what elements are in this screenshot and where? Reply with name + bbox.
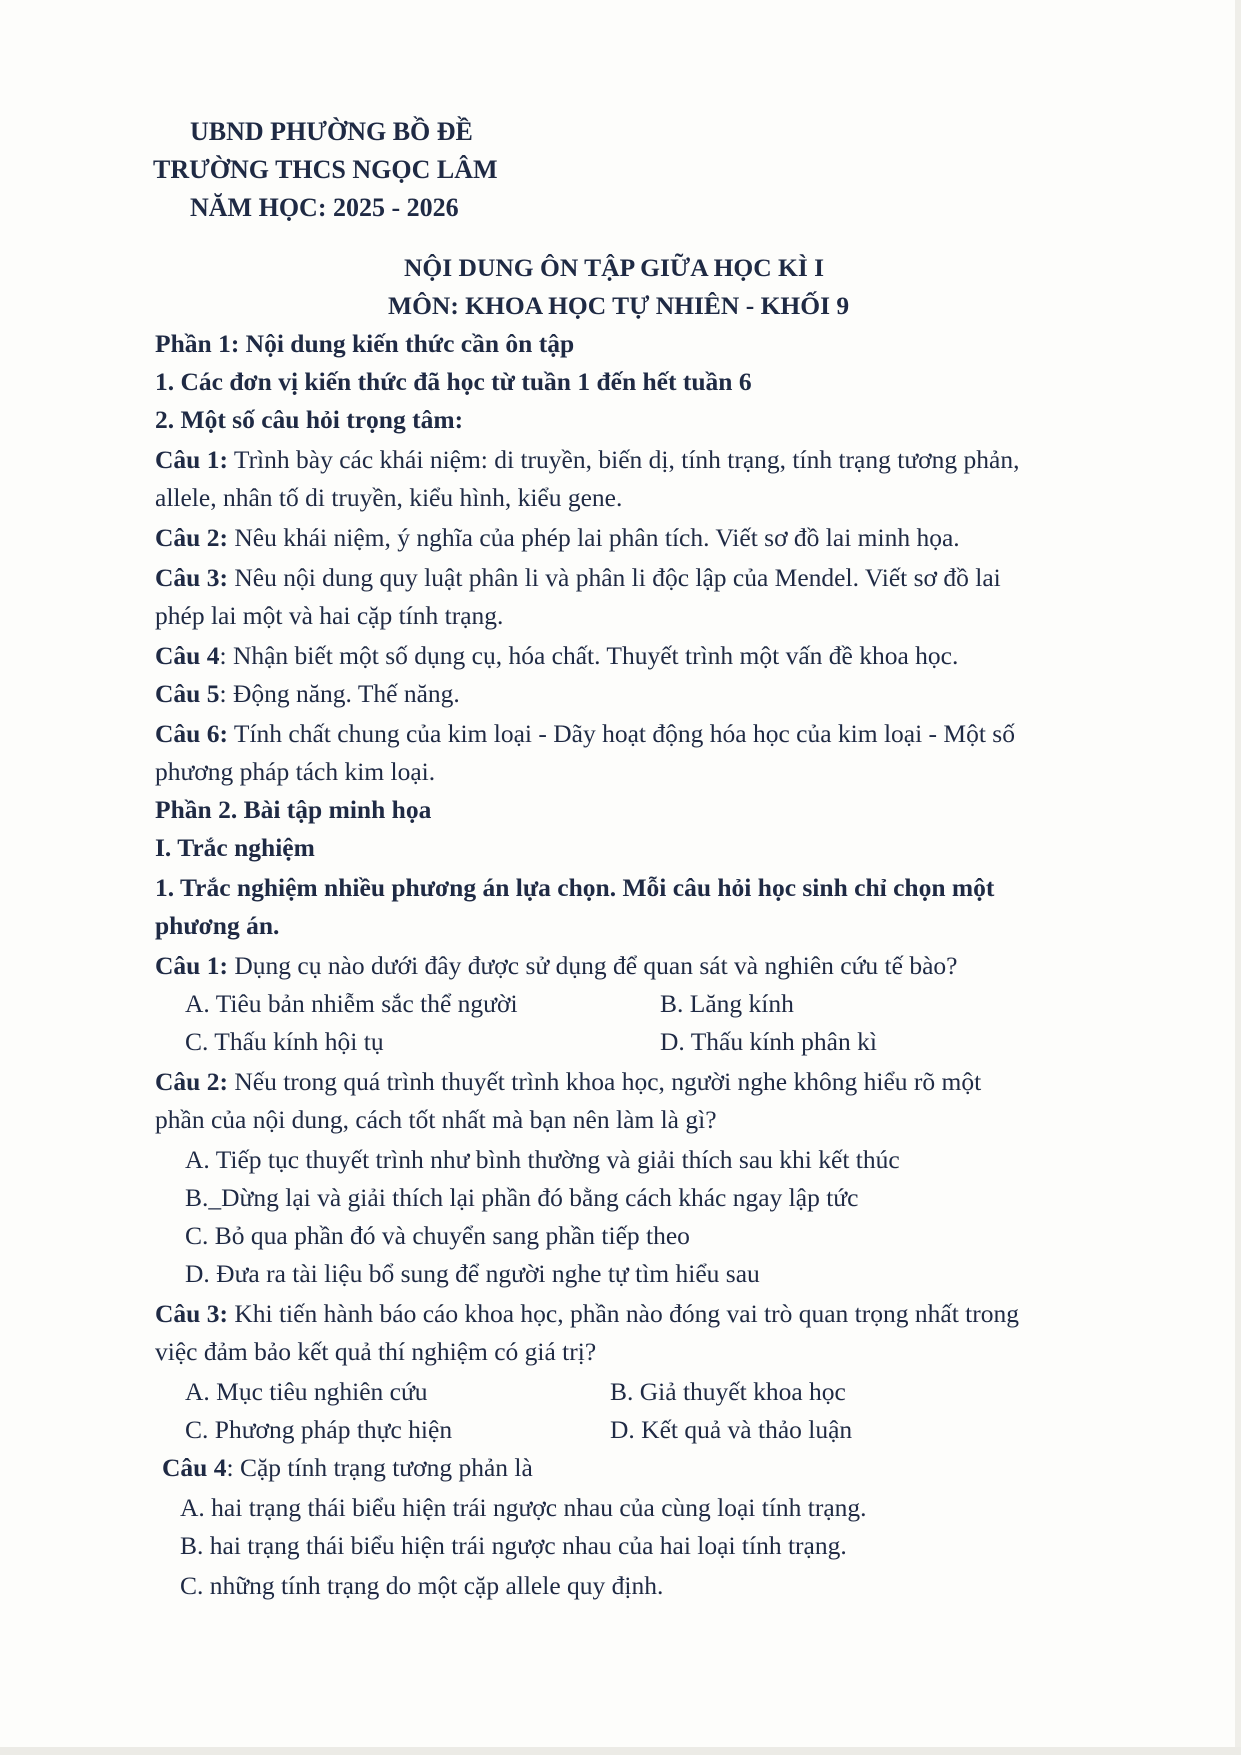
- mc-question-2-cont: phần của nội dung, cách tốt nhất mà bạn nên làm là gì?: [155, 1105, 717, 1134]
- review-question-3: [155, 562, 1001, 594]
- review-question-5: [155, 678, 460, 710]
- mc1-option-c: C. Thấu kính hội tụ: [185, 1027, 384, 1056]
- document-subtitle: MÔN: KHOA HỌC TỰ NHIÊN - KHỐI 9: [388, 291, 850, 320]
- part1-heading: Phần 1: Nội dung kiến thức cần ôn tập: [155, 329, 575, 358]
- question-text: Trình bày các khái niệm: di truyền, biến dị, tính trạng, tính trạng tương phản,: [227, 445, 1020, 474]
- mc2-option-b: B._Dừng lại và giải thích lại phần đó bằng cách khác ngay lập tức: [185, 1183, 859, 1212]
- question-text: Dụng cụ nào dưới đây được sử dụng để quan sát và nghiên cứu tế bào?: [227, 951, 958, 980]
- review-question-4: [155, 640, 958, 672]
- question-label: Câu 4: [162, 1453, 227, 1482]
- part2-section-title: I. Trắc nghiệm: [155, 833, 315, 862]
- mc3-option-a: A. Mục tiêu nghiên cứu: [185, 1377, 428, 1406]
- mc2-option-d: D. Đưa ra tài liệu bổ sung để người nghe tự tìm hiểu sau: [185, 1259, 760, 1288]
- mc3-option-d: D. Kết quả và thảo luận: [610, 1415, 853, 1444]
- review-question-3-cont: phép lai một và hai cặp tính trạng.: [155, 601, 504, 630]
- question-label: Câu 1:: [155, 445, 228, 474]
- mc1-option-a: A. Tiêu bản nhiễm sắc thể người: [185, 989, 518, 1018]
- part2-heading: Phần 2. Bài tập minh họa: [155, 795, 432, 824]
- mc-question-2: [155, 1066, 981, 1098]
- question-text: : Nhận biết một số dụng cụ, hóa chất. Thuyết trình một vấn đề khoa học.: [219, 641, 959, 670]
- scan-edge-right: [1235, 0, 1241, 1755]
- review-question-2: [155, 522, 960, 554]
- mc-question-1: [155, 950, 957, 982]
- document-title: NỘI DUNG ÔN TẬP GIỮA HỌC KÌ I: [404, 253, 825, 282]
- question-label: Câu 2:: [155, 523, 228, 552]
- question-text: Khi tiến hành báo cáo khoa học, phần nào đóng vai trò quan trọng nhất trong: [227, 1299, 1019, 1328]
- mc3-option-b: B. Giả thuyết khoa học: [610, 1377, 846, 1406]
- mc1-option-d: D. Thấu kính phân kì: [660, 1027, 877, 1056]
- mc2-option-a: A. Tiếp tục thuyết trình như bình thường và giải thích sau khi kết thúc: [185, 1145, 900, 1174]
- question-text: Nêu nội dung quy luật phân li và phân li độc lập của Mendel. Viết sơ đồ lai: [227, 563, 1001, 592]
- scan-edge-bottom: [0, 1747, 1241, 1755]
- mc-question-4: [162, 1452, 533, 1484]
- review-question-6: [155, 718, 1015, 750]
- question-label: Câu 2:: [155, 1067, 228, 1096]
- header-school: TRƯỜNG THCS NGỌC LÂM: [153, 155, 498, 184]
- question-label: Câu 3:: [155, 1299, 228, 1328]
- review-question-1: [155, 444, 1019, 476]
- mc4-option-b: B. hai trạng thái biểu hiện trái ngược nhau của hai loại tính trạng.: [180, 1531, 847, 1560]
- mc4-option-c: C. những tính trạng do một cặp allele quy định.: [180, 1571, 664, 1600]
- question-text: Nếu trong quá trình thuyết trình khoa học, người nghe không hiểu rõ một: [227, 1067, 982, 1096]
- mc4-option-a: A. hai trạng thái biểu hiện trái ngược nhau của cùng loại tính trạng.: [180, 1493, 867, 1522]
- mc-question-3: [155, 1298, 1019, 1330]
- question-text: Tính chất chung của kim loại - Dãy hoạt động hóa học của kim loại - Một số: [227, 719, 1015, 748]
- mc3-option-c: C. Phương pháp thực hiện: [185, 1415, 453, 1444]
- question-label: Câu 6:: [155, 719, 228, 748]
- question-label: Câu 5: [155, 679, 220, 708]
- question-label: Câu 1:: [155, 951, 228, 980]
- question-label: Câu 3:: [155, 563, 228, 592]
- part1-item2: 2. Một số câu hỏi trọng tâm:: [155, 405, 464, 434]
- question-text: Nêu khái niệm, ý nghĩa của phép lai phân tích. Viết sơ đồ lai minh họa.: [227, 523, 960, 552]
- part2-instruction: 1. Trắc nghiệm nhiều phương án lựa chọn. Mỗi câu hỏi học sinh chỉ chọn một: [155, 873, 995, 902]
- mc2-option-c: C. Bỏ qua phần đó và chuyển sang phần tiếp theo: [185, 1221, 690, 1250]
- header-district: UBND PHƯỜNG BỒ ĐỀ: [190, 117, 473, 146]
- part1-item1: 1. Các đơn vị kiến thức đã học từ tuần 1 đến hết tuần 6: [155, 367, 752, 396]
- review-question-6-cont: phương pháp tách kim loại.: [155, 757, 436, 786]
- review-question-1-cont: allele, nhân tố di truyền, kiểu hình, kiểu gene.: [155, 483, 623, 512]
- question-label: Câu 4: [155, 641, 220, 670]
- question-text: : Động năng. Thế năng.: [219, 679, 460, 708]
- part2-instruction-cont: phương án.: [155, 911, 280, 940]
- mc-question-3-cont: việc đảm bảo kết quả thí nghiệm có giá trị?: [155, 1337, 597, 1366]
- question-text: : Cặp tính trạng tương phản là: [226, 1453, 533, 1482]
- header-school-year: NĂM HỌC: 2025 - 2026: [190, 193, 459, 222]
- mc1-option-b: B. Lăng kính: [660, 989, 794, 1018]
